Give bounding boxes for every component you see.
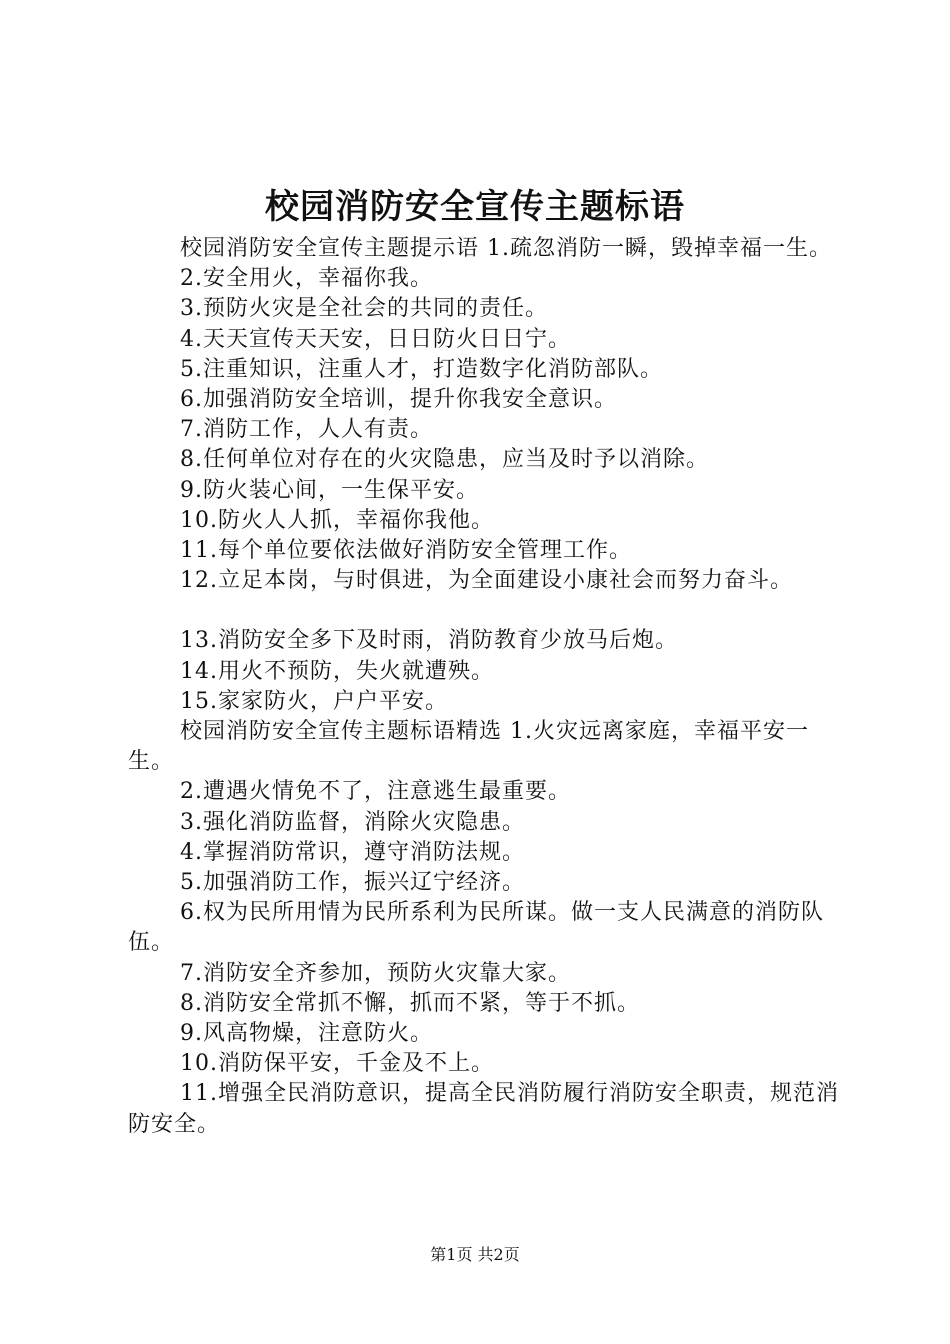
paragraph-10: 10.防火人人抓，幸福你我他。 (180, 507, 494, 533)
paragraph-4: 4.天天宣传天天安，日日防火日日宁。 (180, 326, 571, 352)
paragraph-24: 9.风高物燥，注意防火。 (180, 1021, 433, 1047)
paragraph-14: 14.用火不预防，失火就遭殃。 (180, 658, 494, 684)
paragraph-2: 2.安全用火，幸福你我。 (180, 266, 433, 292)
paragraph-18: 3.强化消防监督，消除火灾隐患。 (180, 809, 525, 835)
paragraph-5: 5.注重知识，注重人才，打造数字化消防部队。 (180, 356, 663, 382)
paragraph-25: 10.消防保平安，千金及不上。 (180, 1051, 494, 1077)
document-body (128, 234, 840, 1140)
paragraph-8: 8.任何单位对存在的火灾隐患，应当及时予以消除。 (180, 447, 709, 473)
paragraph-11: 11.每个单位要依法做好消防安全管理工作。 (180, 538, 632, 564)
paragraph-9: 9.防火装心间，一生保平安。 (180, 477, 479, 503)
page-footer: 第1页 共2页 (430, 1245, 520, 1264)
paragraph-26: 11.增强全民消防意识，提高全民消防履行消防安全职责，规范消防安全。 (128, 1081, 839, 1137)
paragraph-16: 校园消防安全宣传主题标语精选 1.火灾远离家庭，幸福平安一生。 (128, 719, 809, 775)
paragraph-12: 12.立足本岗，与时俱进，为全面建设小康社会而努力奋斗。 (180, 568, 793, 594)
paragraph-13: 13.消防安全多下及时雨，消防教育少放马后炮。 (180, 628, 678, 654)
paragraph-17: 2.遭遇火情免不了，注意逃生最重要。 (180, 779, 571, 805)
paragraph-19: 4.掌握消防常识，遵守消防法规。 (180, 839, 525, 865)
document-title: 校园消防安全宣传主题标语 (265, 187, 685, 227)
paragraph-23: 8.消防安全常抓不懈，抓而不紧，等于不抓。 (180, 990, 640, 1016)
paragraph-15: 15.家家防火，户户平安。 (180, 688, 448, 714)
paragraph-7: 7.消防工作，人人有责。 (180, 417, 433, 443)
paragraph-6: 6.加强消防安全培训，提升你我安全意识。 (180, 387, 617, 413)
paragraph-21: 6.权为民所用情为民所系利为民所谋。做一支人民满意的消防队伍。 (128, 900, 824, 956)
paragraph-1: 校园消防安全宣传主题提示语 1.疏忽消防一瞬，毁掉幸福一生。 (180, 236, 832, 261)
paragraph-3: 3.预防火灾是全社会的共同的责任。 (180, 296, 548, 322)
paragraph-20: 5.加强消防工作，振兴辽宁经济。 (180, 870, 525, 896)
paragraph-22: 7.消防安全齐参加，预防火灾靠大家。 (180, 960, 571, 986)
